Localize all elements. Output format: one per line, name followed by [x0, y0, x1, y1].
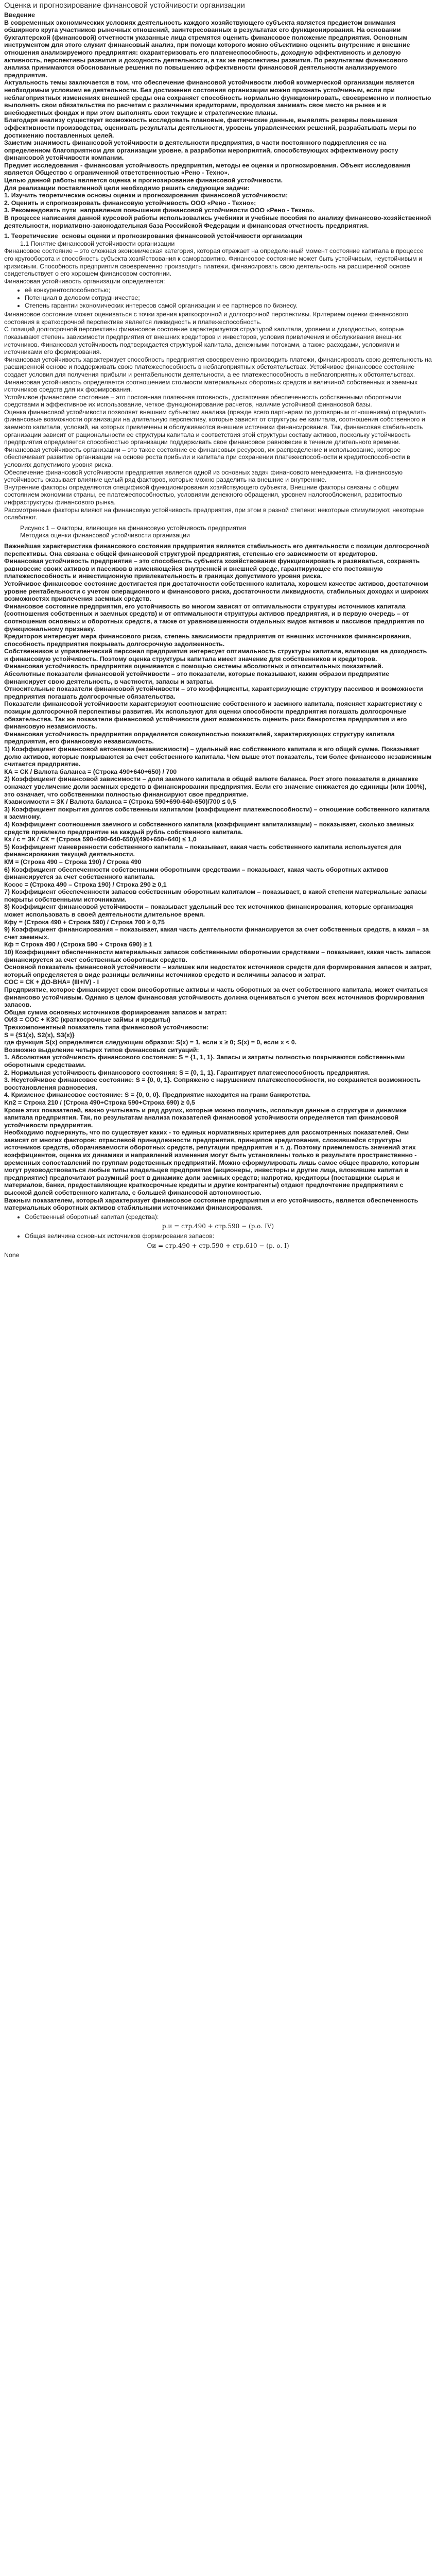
- paragraph: 2. Нормальная устойчивость финансового состояния: S = {0, 1, 1}. Гарантирует платежеспособность предприятия.: [4, 1069, 370, 1076]
- bullet-list: [4, 286, 432, 309]
- paragraph: 6) Коэффициент обеспеченности собственными оборотными средствами – показывает, какая часть оборотных активов финансируется за счет собственного капитала.: [4, 866, 391, 881]
- paragraph: Внутренние факторы определяются спецификой функционирования хозяйствующего субъекта. Внешние факторы связаны с общим состоянием экономики страны, ее платежеспособностью, условиями денежного обращения, уровнем налогообложения, развитостью инфраструктуры финансового рынка.: [4, 483, 404, 506]
- paragraph: 1.1 Понятие финансовой устойчивости организации: [4, 240, 175, 247]
- list-item: • её конкурентоспособностью;: [25, 286, 432, 294]
- paragraph: Относительные показатели финансовой устойчивости – это коэффициенты, характеризующие структуру пассивов и возможности предприятия погашать долгосрочные обязательства.: [4, 685, 425, 700]
- paragraph: Финансовая устойчивость предприятия определяется совокупностью показателей, характеризующих структуру капитала предприятия, его финансовую независимость.: [4, 730, 397, 745]
- paragraph: Финансовая устойчивость характеризует способность предприятия своевременно производить платежи, финансировать свою деятельность на расширенной основе и поддерживать свою платежеспособность в неблагоприятных обстоятельствах. Устойчивое финансовое состояние создает условия для получения прибыли и рентабельности деятельности, а ее платежеспособность в неблагоприятных обстоятельствах. Финансовая устойчивость определяется соотношением стоимости материальных оборотных средств и величиной собственных и заемных источников средств для их формирования.: [4, 355, 434, 394]
- formula: [4, 1223, 432, 1230]
- page-title: Оценка и прогнозирование финансовой устойчивости организации: [4, 1, 245, 10]
- paragraph: 2) Коэффициент финансовой зависимости – доля заемного капитала в общей валюте баланса. Рост этого показателя в динамике означает увеличение доли заемных средств в финансировании предприятия. Если его значение снижается до единицы (или 100%), это означает, что собственники полностью финансируют свое предприятие.: [4, 775, 428, 798]
- paragraph: 9) Коэффициент финансирования – показывает, какая часть деятельности финансируется за счет собственных средств, а какая – за счет заемных.: [4, 926, 431, 941]
- paragraph: 3. Рекомендовать пути направления повышения финансовой устойчивости ООО «Рено - Техно».: [4, 207, 315, 214]
- paragraph: Абсолютные показатели финансовой устойчивости – это показатели, которые показывают, каким образом предприятие финансирует свою деятельность, в частности, запасы и затраты.: [4, 670, 391, 685]
- paragraph: Кф = Строка 490 / (Строка 590 + Строка 690) ≥ 1: [4, 941, 152, 948]
- section-heading: Введение: [4, 11, 36, 19]
- paragraph: где функция S(x) определяется следующим образом: S(x) = 1, если x ≥ 0; S(x) = 0, если x < 0.: [4, 1039, 297, 1046]
- formula-text: р.и = стр.490 + стр.590 − (р.о. IV): [162, 1223, 274, 1230]
- formula-text: Ои = стр.490 + стр.590 + стр.610 − (р. о. I): [147, 1242, 289, 1249]
- paragraph: Общая сумма основных источников формирования запасов и затрат:: [4, 1008, 227, 1016]
- paragraph: С позиций долгосрочной перспективы финансовое состояние характеризуется структурой капитала, уровнем и доходностью, которые показывают степень зависимости предприятия от внешних кредиторов и инвесторов, условия привлечения и обслуживания внешних источников. Финансовая устойчивость подтверждается структурой капитала, денежными потоками, а также расходами, условиями и источниками его формирования.: [4, 326, 406, 356]
- paragraph: 1. Теоретические основы оценки и прогнозирования финансовой устойчивости организации: [4, 232, 303, 240]
- paragraph: Рассмотренные факторы влияют на финансовую устойчивость предприятия, при этом в разной степени: некоторые стимулируют, некоторые ослабляют.: [4, 506, 426, 521]
- list-item: • Степень гарантии экономических интересов самой организации и ее партнеров по бизнесу.: [25, 302, 432, 310]
- paragraph: 1. Изучить теоретические основы оценки и прогнозирования финансовой устойчивости;: [4, 192, 288, 199]
- document-body: [4, 11, 432, 1259]
- paragraph: Kn2 = Строка 210 / (Строка 490+Строка 590+Строка 690) ≥ 0,5: [4, 1098, 195, 1106]
- paragraph: СОС = СК + ДО-ВНА= (III+IV) - I: [4, 978, 99, 986]
- paragraph: Предприятие, которое финансирует свои внеоборотные активы и часть оборотных за счет собственного капитала, может считаться финансово устойчивым. Однако в целом финансовая устойчивость должна оцениваться с учетом всех источников формирования запасов.: [4, 986, 430, 1009]
- paragraph: Целью данной работы является оценка и прогнозирование финансовой устойчивости.: [4, 177, 283, 184]
- paragraph: 1. Абсолютная устойчивость финансового состояния: S = {1, 1, 1}. Запасы и затраты полностью покрываются собственными оборотными средствами.: [4, 1054, 407, 1069]
- formula: [4, 1242, 432, 1250]
- list-item: • Потенциал в деловом сотрудничестве;: [25, 294, 432, 302]
- paragraph: В современных экономических условиях деятельность каждого хозяйствующего субъекта является предметом внимания обширного круга участников рыночных отношений, заинтересованных в результатах его функционирования. На основании бухгалтерской (финансовой) отчетности указанные лица стремятся оценить финансовое положение предприятия. Основным инструментом для этого служит финансовый анализ, при помощи которого можно объективно оценить внутренние и внешние отношения анализируемого предприятия: охарактеризовать его платежеспособность, доходную эффективность и деловую активность, перспективы развития и доходность деятельности, а так же перспективы развития. По результатам финансового анализа принимаются обоснованные решения по повышению эффективности финансовой деятельности анализируемого предприятия.: [4, 19, 412, 79]
- paragraph: 2. Оценить и спрогнозировать финансовую устойчивость ООО «Рено - Техно»;: [4, 199, 256, 207]
- paragraph: 4. Кризисное финансовое состояние: S = {0, 0, 0}. Предприятие находится на грани банкротства.: [4, 1091, 311, 1099]
- paragraph: Благодаря анализу существует возможность исследовать плановые, фактические данные, выявлять резервы повышения эффективности производства, оценивать результаты деятельности, уровень управленческих решений, разрабатывать меры по достижению поставленных целей.: [4, 116, 418, 139]
- paragraph: Финансовая устойчивость предприятия – это способность субъекта хозяйствования функционировать и развиваться, сохранять равновесие своих активов и пассивов в изменяющейся внутренней и внешней среде, гарантирующее его постоянную платежеспособность и инвестиционную привлекательность в границах допустимого уровня риска.: [4, 557, 422, 580]
- paragraph: КМ = (Строка 490 – Строка 190) / Строка 490: [4, 858, 142, 866]
- paragraph: Основной показатель финансовой устойчивости – излишек или недостаток источников средств для формирования запасов и затрат, который определяется в виде разницы величины источников средств и величины запасов и затрат.: [4, 963, 434, 978]
- paragraph: S = {S1(x), S2(x), S3(x)}: [4, 1031, 75, 1039]
- paragraph: Кзависимости = ЗК / Валюта баланса = (Строка 590+690-640-650)/700 ≤ 0,5: [4, 798, 236, 806]
- paragraph: ОИЗ = СОС + КЗС (краткосрочные займы и кредиты): [4, 1016, 170, 1024]
- paragraph: Кз / с = ЗК / СК = (Строка 590+690-640-650)/(490+650+640) ≤ 1,0: [4, 836, 197, 843]
- document: [4, 0, 432, 1259]
- paragraph: Устойчивое финансовое состояние – это постоянная платежная готовность, достаточная обеспеченность собственными оборотными средствами и эффективное их использование, четкое функционирование расчетов, наличие устойчивой финансовой базы.: [4, 393, 403, 409]
- paragraph: Собственников и управленческий персонал предприятия интересует оптимальность структуры капитала, влияющая на доходность и финансовую устойчивость. Поэтому оценка структуры капитала имеет значение для собственников и кредиторов.: [4, 648, 429, 663]
- paragraph: Финансовая устойчивость организации определяется:: [4, 277, 165, 285]
- paragraph: 7) Коэффициент обеспеченности запасов собственным оборотным капиталом – показывает, в какой степени материальные запасы покрыты собственными источниками.: [4, 888, 429, 903]
- paragraph: Возможно выделение четырех типов финансовых ситуаций:: [4, 1046, 199, 1054]
- paragraph: None: [4, 1251, 20, 1259]
- paragraph: Финансовое состояние предприятия, его устойчивость во многом зависят от оптимальности структуры источников капитала (соотношения собственных и заемных средств) и от оптимальности структуры активов предприятия, и в первую очередь – от соотношения основных и оборотных средств, а также от уравновешенности отдельных видов активов и пассивов предприятия по функциональному признаку.: [4, 602, 426, 633]
- paragraph: Заметим значимость финансовой устойчивости в деятельности предприятия, в части постоянного подкрепления ее на определенном благоприятном для организации уровне, а разработки мероприятий, способствующих эффективному росту финансовой устойчивости компании.: [4, 139, 400, 162]
- paragraph: Важным показателем, который характеризует финансовое состояние предприятия и его устойчивость, является обеспеченность материальных оборотных активов стабильными источниками финансирования.: [4, 1196, 420, 1212]
- paragraph: Оценка финансовой устойчивости позволяет внешним субъектам анализа (прежде всего партнерам по договорным отношениям) определить финансовые возможности организации на длительную перспективу, которые зависят от структуры ее капитала, соотношения собственного и заемного капитала, условий, на которых привлечены и обслуживаются внешние источники финансирования. Так, финансовая стабильность организации зависит от рациональности ее структуры капитала и соответствия этой структуры составу активов, поскольку устойчивость предприятия определяется способностью организации поддерживать свое финансовое равновесие в течение длительного времени.: [4, 408, 428, 446]
- paragraph: Кредиторов интересует мера финансового риска, степень зависимости предприятия от внешних источников финансирования, способность предприятия покрывать долгосрочную задолженность.: [4, 633, 413, 648]
- paragraph: 10) Коэффициент обеспеченности материальных запасов собственными оборотными средствами – показывает, какая часть запасов финансируется за счет собственных оборотных средств.: [4, 948, 433, 963]
- paragraph: В процессе написания данной курсовой работы использовались учебники и учебные пособия по анализу финансово-хозяйственной деятельности, нормативно-законодательная база Российской Федерации и финансовая отчетность предприятия.: [4, 214, 433, 229]
- paragraph: Важнейшая характеристика финансового состояния предприятия является стабильность его деятельности с позиции долгосрочной перспективы. Она связана с общей финансовой структурой предприятия, степенью его зависимости от кредиторов.: [4, 542, 431, 557]
- paragraph: 1) Коэффициент финансовой автономии (независимости) – удельный вес собственного капитала в его общей сумме. Показывает долю активов, которые покрываются за счет собственного капитала. Чем выше этот показатель, тем более финансово независимым считается предприятие.: [4, 745, 433, 768]
- paragraph: Устойчивое финансовое состояние достигается при достаточности собственного капитала, хорошем качестве активов, достаточном уровне рентабельности с учетом операционного и финансового риска, достаточности ликвидности, стабильных доходах и широких возможностях привлечения заемных средств.: [4, 580, 430, 603]
- list-item: • Общая величина основных источников формирования запасов:: [25, 1232, 432, 1240]
- paragraph: Кроме этих показателей, важно учитывать и ряд других, которые можно получить, используя данные о структуре и динамике капитала предприятия. Так, по результатам анализа показателей финансовой устойчивости определяется тип финансовой устойчивости предприятия.: [4, 1106, 409, 1129]
- paragraph: Финансовое состояние – это сложная экономическая категория, которая отражает на определенный момент состояние капитала в процессе его кругооборота и способность субъекта хозяйствования к саморазвитию. Финансовое состояние может быть устойчивым, неустойчивым и кризисным. Способность предприятия своевременно производить платежи, финансировать свою деятельность на расширенной основе свидетельствует о его хорошем финансовом состоянии.: [4, 247, 425, 278]
- paragraph: Методика оценки финансовой устойчивости организации: [4, 532, 190, 539]
- paragraph: 4) Коэффициент соотношения заемного и собственного капитала (коэффициент капитализации) – показывает, сколько заемных средств привлекло предприятие на каждый рубль собственного капитала.: [4, 820, 416, 836]
- paragraph: Необходимо подчеркнуть, что по существует каких - то единых нормативных критериев для рассмотренных показателей. Они зависят от многих факторов: отраслевой принадлежности предприятия, принципов кредитования, сложившейся структуры источников средств, оборачиваемости оборотных средств, репутации предприятия и т. д. Поэтому приемлемость значений этих коэффициентов, оценка их динамики и направлений изменения могут быть установлены только в результате пространственно - временных сопоставлений по группам родственных предприятий. Можно сформулировать лишь самое общее правило, которым могут руководствоваться любые типы владельцев предприятия (акционеры, инвесторы и другие лица, вложившие капитал в предприятие) предпочитают разумный рост в динамике доли заемных средств; напротив, кредиторы (поставщики сырья и материалов, банки, предоставляющие краткосрочные кредиты и другие контрагенты) отдают предпочтение предприятиям с высокой долей собственного капитала, с большей финансовой автономностью.: [4, 1129, 422, 1197]
- paragraph: Актуальность темы заключается в том, что обеспечение финансовой устойчивости любой коммерческой организации является необходимым условием ее деятельности. Без достижения состояния организации можно признать устойчивым, если при неблагоприятных изменениях внешней среды она сохраняет способность нормально функционировать, своевременно и полностью выполнять свои обязательства по расчетам с различными кредиторами, продолжая занимать свое место на рынке и в внебюджетных фондах и при этом выполнять свои текущие и стратегические планы.: [4, 79, 433, 116]
- paragraph: 3. Неустойчивое финансовое состояние: S = {0, 0, 1}. Сопряжено с нарушением платежеспособности, но сохраняется возможность восстановления равновесия.: [4, 1076, 423, 1091]
- paragraph: Предмет исследования - финансовая устойчивость предприятия, методы ее оценки и прогнозирования. Объект исследования является Общество с ограниченной ответственностью «Рено - Техно».: [4, 161, 412, 177]
- paragraph: Косос = (Строка 490 – Строка 190) / Строка 290 ≥ 0,1: [4, 880, 167, 888]
- paragraph: КА = СК / Валюта баланса = (Строка 490+640+650) / 700: [4, 768, 177, 775]
- paragraph: 3) Коэффициент покрытия долгов собственным капиталом (коэффициент платежеспособности) – отношение собственного капитала к заемному.: [4, 805, 432, 821]
- paragraph: Финансовое состояние может оцениваться с точки зрения краткосрочной и долгосрочной перспективы. Критерием оценки финансового состояния в краткосрочной перспективе является ликвидность и платежеспособность.: [4, 311, 410, 326]
- bullet-list: [4, 1232, 432, 1240]
- paragraph: Рисунок 1 – Факторы, влияющие на финансовую устойчивость предприятия: [4, 524, 247, 532]
- paragraph: Кфу = (Строка 490 + Строка 590) / Строка 700 ≥ 0,75: [4, 918, 165, 926]
- bullet-list: [4, 1213, 432, 1221]
- paragraph: Финансовая устойчивость организации – это такое состояние ее финансовых ресурсов, их распределение и использование, которое обеспечивает развитие организации на основе роста прибыли и капитала при сохранении платежеспособности и кредитоспособности в условиях допустимого уровня риска.: [4, 446, 412, 469]
- paragraph: Финансовая устойчивость предприятия оценивается с помощью системы абсолютных и относительных показателей.: [4, 663, 383, 670]
- paragraph: Трехкомпонентный показатель типа финансовой устойчивости:: [4, 1023, 209, 1031]
- paragraph: Для реализации поставленной цели необходимо решить следующие задачи:: [4, 184, 250, 192]
- paragraph: 5) Коэффициент маневренности собственного капитала – показывает, какая часть собственного капитала используется для финансирования текущей деятельности.: [4, 843, 404, 858]
- paragraph: 8) Коэффициент финансовой устойчивости – показывает удельный вес тех источников финансирования, которые организация может использовать в своей деятельности длительное время.: [4, 903, 415, 919]
- list-item: • Собственный оборотный капитал (средства):: [25, 1213, 432, 1221]
- paragraph: Обеспечение финансовой устойчивости предприятия является одной из основных задач финансового менеджмента. На финансовую устойчивость оказывает влияние целый ряд факторов, которые можно разделить на внешние и внутренние.: [4, 468, 405, 484]
- paragraph: Показатели финансовой устойчивости характеризуют соотношение собственного и заемного капитала, поясняет характеристику с позиции долгосрочной перспективы развития. Их используют для оценки способности предприятия погашать долгосрочные обязательства. Так же показатели финансовой устойчивости дают возможность оценить риск банкротства предприятия и его финансовую независимость.: [4, 700, 424, 731]
